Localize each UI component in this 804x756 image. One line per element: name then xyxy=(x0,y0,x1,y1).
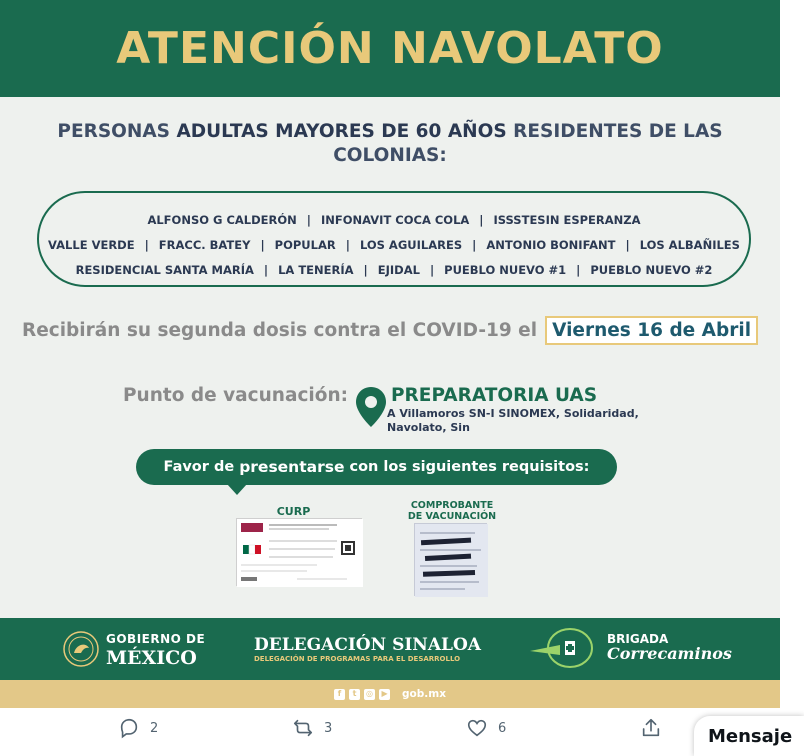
retweet-icon xyxy=(292,717,314,739)
reply-button[interactable] xyxy=(118,717,158,739)
separator: | xyxy=(260,237,265,252)
heart-icon xyxy=(466,717,488,739)
retweet-count: 3 xyxy=(324,720,333,736)
twitter-icon: t xyxy=(349,689,360,700)
comprobante-label xyxy=(400,500,504,522)
comprobante-label-line: COMPROBANTE xyxy=(410,500,494,511)
footer-logos xyxy=(0,618,780,680)
social-bar xyxy=(0,680,780,708)
address-line: A Villamoros SN-I SINOMEX, Solidaridad, xyxy=(387,407,639,420)
comprobante-document-illustration xyxy=(415,524,488,597)
requisitos-part2: con los siguientes requisitos: xyxy=(349,459,590,475)
punto-label: Punto de vacunación: xyxy=(123,385,349,406)
comprobante-label-line: DE VACUNACIÓN xyxy=(407,511,497,522)
colonia-item: ANTONIO BONIFANT xyxy=(486,237,616,252)
like-count: 6 xyxy=(498,720,507,736)
colonia-item: EJIDAL xyxy=(377,262,420,277)
share-button[interactable] xyxy=(640,717,662,739)
separator: | xyxy=(306,212,311,227)
youtube-icon: ▶ xyxy=(379,689,390,700)
colonias-row xyxy=(39,207,749,232)
gobierno-line1: GOBIERNO DE xyxy=(106,632,206,646)
punto-name: PREPARATORIA UAS xyxy=(391,385,598,406)
requisitos-banner xyxy=(136,449,617,485)
reply-count: 2 xyxy=(150,720,159,736)
separator: | xyxy=(345,237,350,252)
colonia-item: LA TENERÍA xyxy=(278,262,354,277)
colonia-item: FRACC. BATEY xyxy=(158,237,251,252)
requisitos-part1: Favor de xyxy=(163,459,235,475)
delegacion-subtitle: DELEGACIÓN DE PROGRAMAS PARA EL DESARROLLO xyxy=(254,655,461,663)
curp-label: CURP xyxy=(276,505,311,518)
separator: | xyxy=(479,212,484,227)
colonia-item: POPULAR xyxy=(274,237,336,252)
curp-document-illustration xyxy=(237,519,363,587)
intro-text xyxy=(40,120,740,168)
colonia-item: ALFONSO G CALDERÓN xyxy=(147,212,297,227)
instagram-icon: ◎ xyxy=(364,689,375,700)
address xyxy=(387,407,639,435)
colonias-box xyxy=(37,191,751,287)
intro-strong: ADULTAS MAYORES DE 60 AÑOS xyxy=(176,121,507,142)
colonia-item: PUEBLO NUEVO #1 xyxy=(444,262,567,277)
location-pin-icon xyxy=(355,386,387,428)
messages-drawer[interactable]: Mensaje xyxy=(694,716,804,756)
brigada-line1: BRIGADA xyxy=(607,632,669,646)
separator: | xyxy=(625,237,630,252)
banner xyxy=(0,0,780,97)
social-url: gob.mx xyxy=(402,688,446,700)
colonia-item: ISSSTESIN ESPERANZA xyxy=(493,212,641,227)
colonia-item: PUEBLO NUEVO #2 xyxy=(590,262,713,277)
brigada-line2: Correcaminos xyxy=(607,644,732,663)
separator: | xyxy=(472,237,477,252)
facebook-icon: f xyxy=(334,689,345,700)
comprobante-document-image xyxy=(414,523,487,596)
brigada-logo-icon xyxy=(530,627,604,669)
requisitos-emphasis: presentarse xyxy=(239,458,345,476)
separator: | xyxy=(576,262,581,277)
share-icon xyxy=(640,717,662,739)
dosis-date: Viernes 16 de Abril xyxy=(545,316,758,345)
colonias-row xyxy=(39,257,749,282)
colonia-item: VALLE VERDE xyxy=(48,237,135,252)
tweet-actions xyxy=(0,708,793,747)
colonia-item: INFONAVIT COCA COLA xyxy=(320,212,470,227)
separator: | xyxy=(144,237,149,252)
separator: | xyxy=(263,262,269,277)
like-button[interactable] xyxy=(466,717,506,739)
colonia-item: LOS AGUILARES xyxy=(359,237,463,252)
intro-part1: PERSONAS xyxy=(57,121,171,142)
colonia-item: RESIDENCIAL SANTA MARÍA xyxy=(75,262,254,277)
dosis-line xyxy=(0,316,780,345)
banner-title: ATENCIÓN NAVOLATO xyxy=(116,23,664,74)
dosis-text: Recibirán su segunda dosis contra el COVID-19 el xyxy=(21,320,538,341)
separator: | xyxy=(429,262,435,277)
separator: | xyxy=(363,262,368,277)
colonias-row xyxy=(39,232,749,257)
coat-of-arms-icon xyxy=(62,630,100,668)
address-line: Navolato, Sin xyxy=(387,421,470,434)
speech-tail xyxy=(227,484,247,495)
intro-part2: RESIDENTES DE LAS COLONIAS: xyxy=(333,121,723,166)
gobierno-line2: MÉXICO xyxy=(106,647,197,669)
retweet-button[interactable] xyxy=(292,717,332,739)
delegacion-title: DELEGACIÓN SINALOA xyxy=(254,635,481,655)
reply-icon xyxy=(118,717,140,739)
curp-document-image xyxy=(236,518,362,586)
colonia-item: LOS ALBAÑILES xyxy=(639,237,740,252)
